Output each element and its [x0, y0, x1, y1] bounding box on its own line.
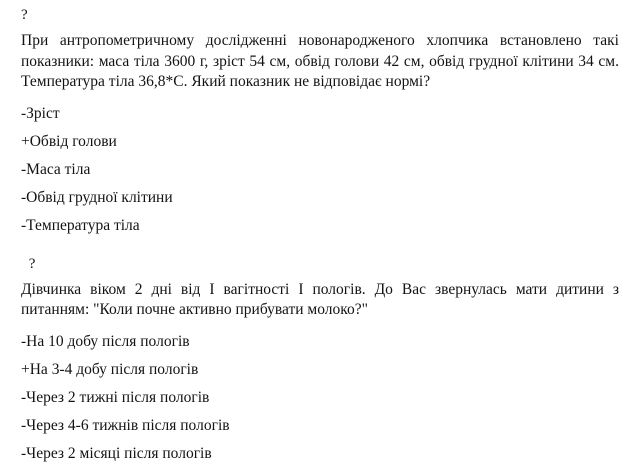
answer-option[interactable]: -Маса тіла [21, 160, 91, 178]
answer-option[interactable]: -Через 2 місяці після пологів [21, 444, 212, 462]
question-marker-2: ? [25, 255, 36, 272]
question-block-1 [21, 0, 619, 240]
answer-option[interactable]: -Зріст [21, 104, 60, 122]
question-stem-2: Дівчинка віком 2 дні від I вагітності I пологів. До Вас звернулась мати дитини з питанням: "Коли почне активно прибувати молоко?" [21, 280, 619, 318]
answer-option[interactable]: -Через 2 тижні після пологів [21, 388, 210, 406]
answer-option[interactable]: -Температура тіла [21, 216, 140, 234]
answer-list-1 [21, 100, 619, 240]
answer-option[interactable]: -Через 4-6 тижнів після пологів [21, 416, 230, 434]
question-marker-1: ? [21, 7, 28, 23]
answer-option[interactable]: +На 3-4 добу після пологів [21, 360, 199, 378]
answer-option[interactable]: -На 10 добу після пологів [21, 332, 190, 350]
answer-option[interactable]: -Обвід грудної клітини [21, 188, 173, 206]
answer-option[interactable]: +Обвід голови [21, 132, 117, 150]
question-stem-1: При антропометричному дослідженні новонародженого хлопчика встановлено такі показники: маса тіла 3600 г, зріст 54 см, обвід голови 42 см, обвід грудної клітини 34 см. Температура тіла 36,8*C. Який показник не відповідає нормі? [21, 32, 619, 90]
answer-list-2 [21, 328, 619, 468]
question-block-2 [21, 249, 619, 468]
